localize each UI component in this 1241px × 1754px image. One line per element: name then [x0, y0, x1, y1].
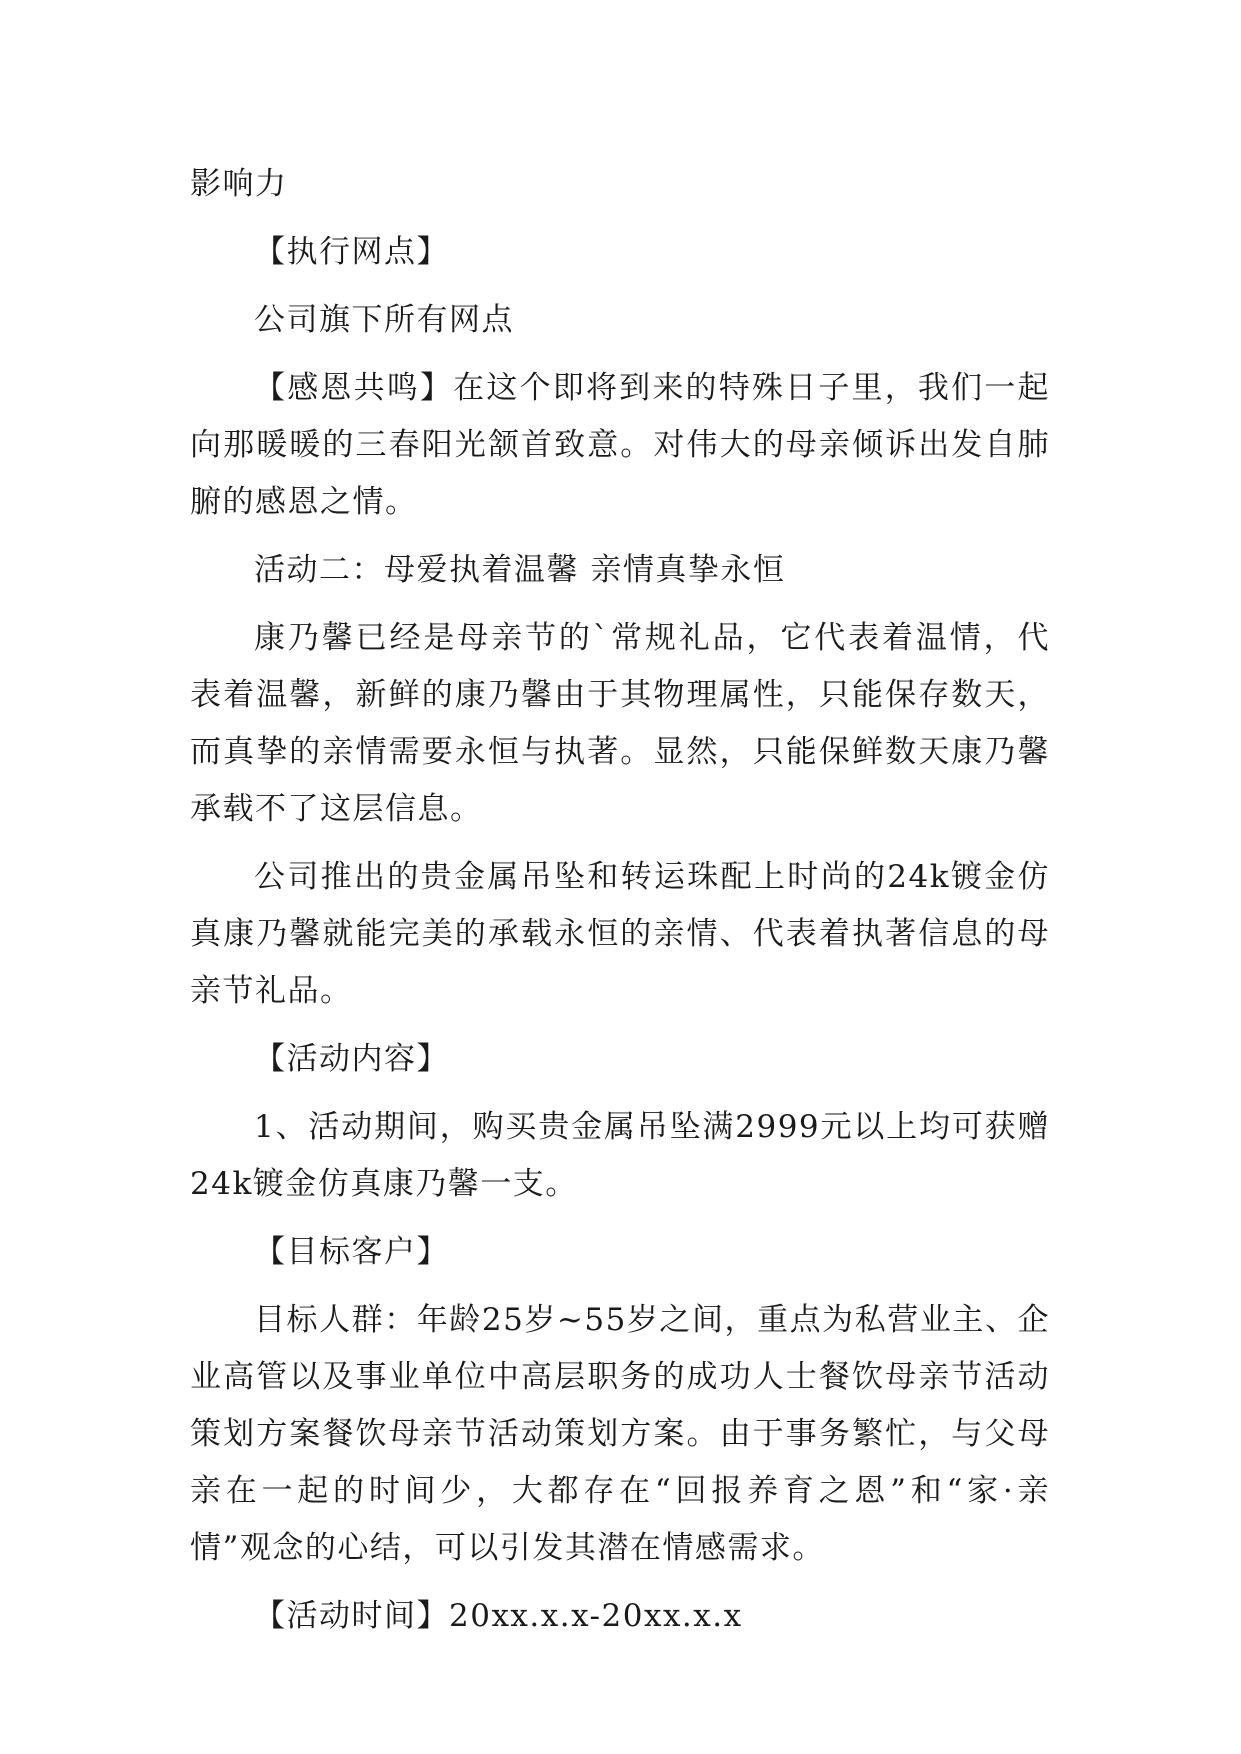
document-body [190, 156, 1050, 1656]
paragraph-target-audience: 目标人群：年龄25岁~55岁之间，重点为私营业主、企业高管以及事业单位中高层职务的成功人士餐饮母亲节活动策划方案餐饮母亲节活动策划方案。由于事务繁忙，与父母亲在一起的时间少，大都存在“回报养育之恩”和“家·亲情”观念的心结，可以引发其潜在情感需求。 [190, 1302, 1050, 1566]
paragraph-activity-item: 1、活动期间，购买贵金属吊坠满2999元以上均可获赠24k镀金仿真康乃馨一支。 [190, 1109, 1050, 1202]
paragraph-gratitude: 【感恩共鸣】在这个即将到来的特殊日子里，我们一起向那暖暖的三春阳光颔首致意。对伟大的母亲倾诉出发自肺腑的感恩之情。 [190, 370, 1050, 520]
paragraph-continuation: 影响力 [190, 166, 288, 202]
heading-activity-two: 活动二：母爱执着温馨 亲情真挚永恒 [254, 552, 786, 588]
paragraph-product: 公司推出的贵金属吊坠和转运珠配上时尚的24k镀金仿真康乃馨就能完美的承载永恒的亲情、代表着执著信息的母亲节礼品。 [190, 859, 1050, 1009]
paragraph-carnation: 康乃馨已经是母亲节的`常规礼品，它代表着温情，代表着温馨，新鲜的康乃馨由于其物理属性，只能保存数天，而真挚的亲情需要永恒与执著。显然，只能保鲜数天康乃馨承载不了这层信息。 [190, 620, 1050, 827]
heading-execution-outlets: 【执行网点】 [254, 234, 449, 270]
paragraph-activity-time: 【活动时间】20xx.x.x-20xx.x.x [254, 1598, 743, 1634]
paragraph-outlets: 公司旗下所有网点 [254, 302, 514, 338]
heading-target-customers: 【目标客户】 [254, 1234, 449, 1270]
heading-activity-content: 【活动内容】 [254, 1041, 449, 1077]
